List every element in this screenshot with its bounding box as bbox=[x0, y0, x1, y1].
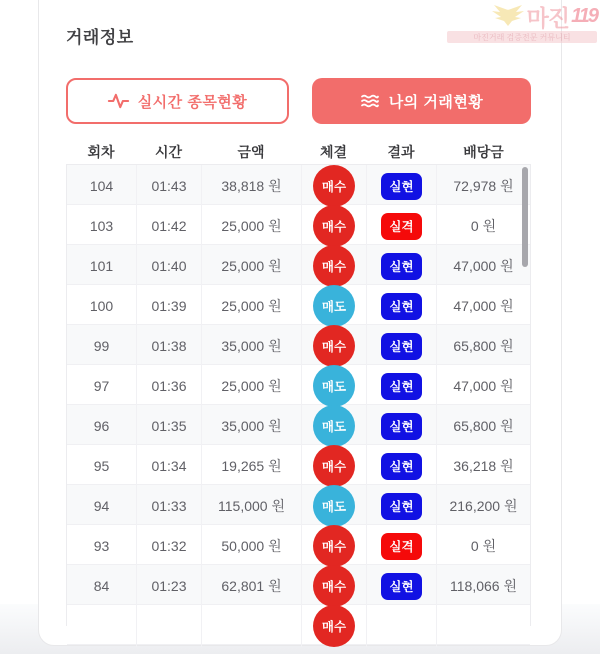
cell-position bbox=[302, 325, 367, 367]
cell-round: 96 bbox=[67, 405, 137, 447]
cell-result bbox=[367, 325, 437, 367]
cell-payout: 65,800 원 bbox=[453, 418, 514, 434]
table-row bbox=[67, 605, 530, 645]
cell-payout: 47,000 원 bbox=[453, 378, 514, 394]
buy-badge: 매수 bbox=[313, 565, 355, 607]
tab-button-row bbox=[66, 78, 531, 124]
cell-round: 95 bbox=[67, 445, 137, 487]
disqualified-badge: 실격 bbox=[381, 533, 422, 560]
buy-badge: 매수 bbox=[313, 245, 355, 287]
table-row bbox=[67, 405, 530, 445]
column-header-5: 배당금 bbox=[463, 144, 504, 160]
pulse-icon bbox=[108, 92, 129, 110]
cell-result bbox=[367, 445, 437, 487]
cell-result bbox=[367, 205, 437, 247]
cell-payout: 0 원 bbox=[470, 538, 497, 554]
table-row bbox=[67, 165, 530, 205]
column-header-4: 결과 bbox=[387, 144, 415, 160]
realized-badge: 실현 bbox=[381, 253, 422, 280]
cell-position bbox=[302, 485, 367, 527]
cell-position bbox=[302, 165, 367, 207]
cell-position bbox=[302, 405, 367, 447]
cell-position bbox=[302, 525, 367, 567]
watermark-tagline: 마진거래 검증전문 커뮤니티 bbox=[447, 31, 597, 43]
cell-time: 01:42 bbox=[137, 205, 202, 247]
cell-result bbox=[367, 285, 437, 327]
cell-amount: 62,801 원 bbox=[202, 565, 302, 607]
cell-time: 01:39 bbox=[137, 285, 202, 327]
cell-round: 104 bbox=[67, 165, 137, 207]
list-waves-icon bbox=[360, 93, 380, 109]
cell-payout: 36,218 원 bbox=[453, 458, 514, 474]
table-row bbox=[67, 285, 530, 325]
cell-round: 84 bbox=[67, 565, 137, 607]
cell-amount: 25,000 원 bbox=[202, 245, 302, 287]
realized-badge: 실현 bbox=[381, 453, 422, 480]
cell-amount: 25,000 원 bbox=[202, 365, 302, 407]
cell-amount: 50,000 원 bbox=[202, 525, 302, 567]
table-row bbox=[67, 525, 530, 565]
cell-payout: 0 원 bbox=[470, 218, 497, 234]
watermark-brand-number: 119 bbox=[571, 4, 597, 27]
trade-history-table bbox=[66, 164, 531, 634]
cell-amount: 115,000 원 bbox=[202, 485, 302, 527]
cell-time: 01:38 bbox=[137, 325, 202, 367]
cell-position bbox=[302, 365, 367, 407]
cell-payout: 47,000 원 bbox=[453, 298, 514, 314]
disqualified-badge: 실격 bbox=[381, 213, 422, 240]
table-scrollbar[interactable] bbox=[522, 167, 528, 267]
cell-position bbox=[302, 245, 367, 287]
cell-round: 101 bbox=[67, 245, 137, 287]
table-row bbox=[67, 325, 530, 365]
table-header-row bbox=[66, 140, 531, 164]
buy-badge: 매수 bbox=[313, 605, 355, 647]
table-row bbox=[67, 565, 530, 605]
my-trades-label: 나의 거래현황 bbox=[388, 93, 484, 111]
cell-position bbox=[302, 285, 367, 327]
cell-amount: 38,818 원 bbox=[202, 165, 302, 207]
realized-badge: 실현 bbox=[381, 293, 422, 320]
column-header-0: 회차 bbox=[87, 144, 115, 160]
cell-result bbox=[367, 485, 437, 527]
cell-time: 01:32 bbox=[137, 525, 202, 567]
cell-time: 01:33 bbox=[137, 485, 202, 527]
cell-round: 99 bbox=[67, 325, 137, 367]
my-trades-button[interactable] bbox=[312, 78, 531, 124]
column-header-2: 금액 bbox=[237, 144, 265, 160]
realized-badge: 실현 bbox=[381, 373, 422, 400]
sell-badge: 매도 bbox=[313, 285, 355, 327]
cell-round: 94 bbox=[67, 485, 137, 527]
column-header-3: 체결 bbox=[319, 144, 348, 160]
cell-payout: 65,800 원 bbox=[453, 338, 514, 354]
cell-payout: 72,978 원 bbox=[453, 178, 514, 194]
cell-amount: 35,000 원 bbox=[202, 325, 302, 367]
cell-result bbox=[367, 525, 437, 567]
realized-badge: 실현 bbox=[381, 573, 422, 600]
cell-result bbox=[367, 565, 437, 607]
buy-badge: 매수 bbox=[313, 445, 355, 487]
realized-badge: 실현 bbox=[381, 173, 422, 200]
cell-result bbox=[367, 245, 437, 287]
sell-badge: 매도 bbox=[313, 405, 355, 447]
realtime-stocks-button[interactable] bbox=[66, 78, 289, 124]
cell-payout: 47,000 원 bbox=[453, 258, 514, 274]
cell-amount: 25,000 원 bbox=[202, 205, 302, 247]
column-header-1: 시간 bbox=[154, 144, 183, 160]
cell-amount: 25,000 원 bbox=[202, 285, 302, 327]
cell-round: 93 bbox=[67, 525, 137, 567]
cell-position bbox=[302, 205, 367, 247]
cell-payout: 118,066 원 bbox=[450, 578, 517, 594]
cell-time: 01:40 bbox=[137, 245, 202, 287]
realized-badge: 실현 bbox=[381, 493, 422, 520]
cell-result bbox=[367, 605, 437, 647]
realtime-stocks-label: 실시간 종목현황 bbox=[137, 93, 248, 111]
cell-time: 01:43 bbox=[137, 165, 202, 207]
buy-badge: 매수 bbox=[313, 165, 355, 207]
cell-position bbox=[302, 445, 367, 487]
cell-amount bbox=[202, 605, 302, 647]
cell-result bbox=[367, 365, 437, 407]
table-row bbox=[67, 485, 530, 525]
cell-payout: 216,200 원 bbox=[449, 498, 518, 514]
table-row bbox=[67, 245, 530, 285]
trade-info-card bbox=[38, 0, 562, 646]
cell-amount: 19,265 원 bbox=[202, 445, 302, 487]
cell-payout bbox=[437, 605, 530, 647]
realized-badge: 실현 bbox=[381, 333, 422, 360]
cell-time: 01:23 bbox=[137, 565, 202, 607]
table-row bbox=[67, 445, 530, 485]
buy-badge: 매수 bbox=[313, 205, 355, 247]
cell-amount: 35,000 원 bbox=[202, 405, 302, 447]
cell-round: 100 bbox=[67, 285, 137, 327]
cell-round: 103 bbox=[67, 205, 137, 247]
cell-round: 97 bbox=[67, 365, 137, 407]
cell-position bbox=[302, 605, 367, 647]
cell-round bbox=[67, 605, 137, 647]
buy-badge: 매수 bbox=[313, 325, 355, 367]
cell-position bbox=[302, 565, 367, 607]
cell-time: 01:36 bbox=[137, 365, 202, 407]
cell-time: 01:34 bbox=[137, 445, 202, 487]
buy-badge: 매수 bbox=[313, 525, 355, 567]
cell-result bbox=[367, 405, 437, 447]
cell-time bbox=[137, 605, 202, 647]
watermark-brand-text: 마진 bbox=[526, 4, 570, 31]
table-row bbox=[67, 205, 530, 245]
realized-badge: 실현 bbox=[381, 413, 422, 440]
page-title: 거래정보 bbox=[66, 28, 134, 47]
cell-time: 01:35 bbox=[137, 405, 202, 447]
table-row bbox=[67, 365, 530, 405]
cell-result bbox=[367, 165, 437, 207]
sell-badge: 매도 bbox=[313, 365, 355, 407]
sell-badge: 매도 bbox=[313, 485, 355, 527]
